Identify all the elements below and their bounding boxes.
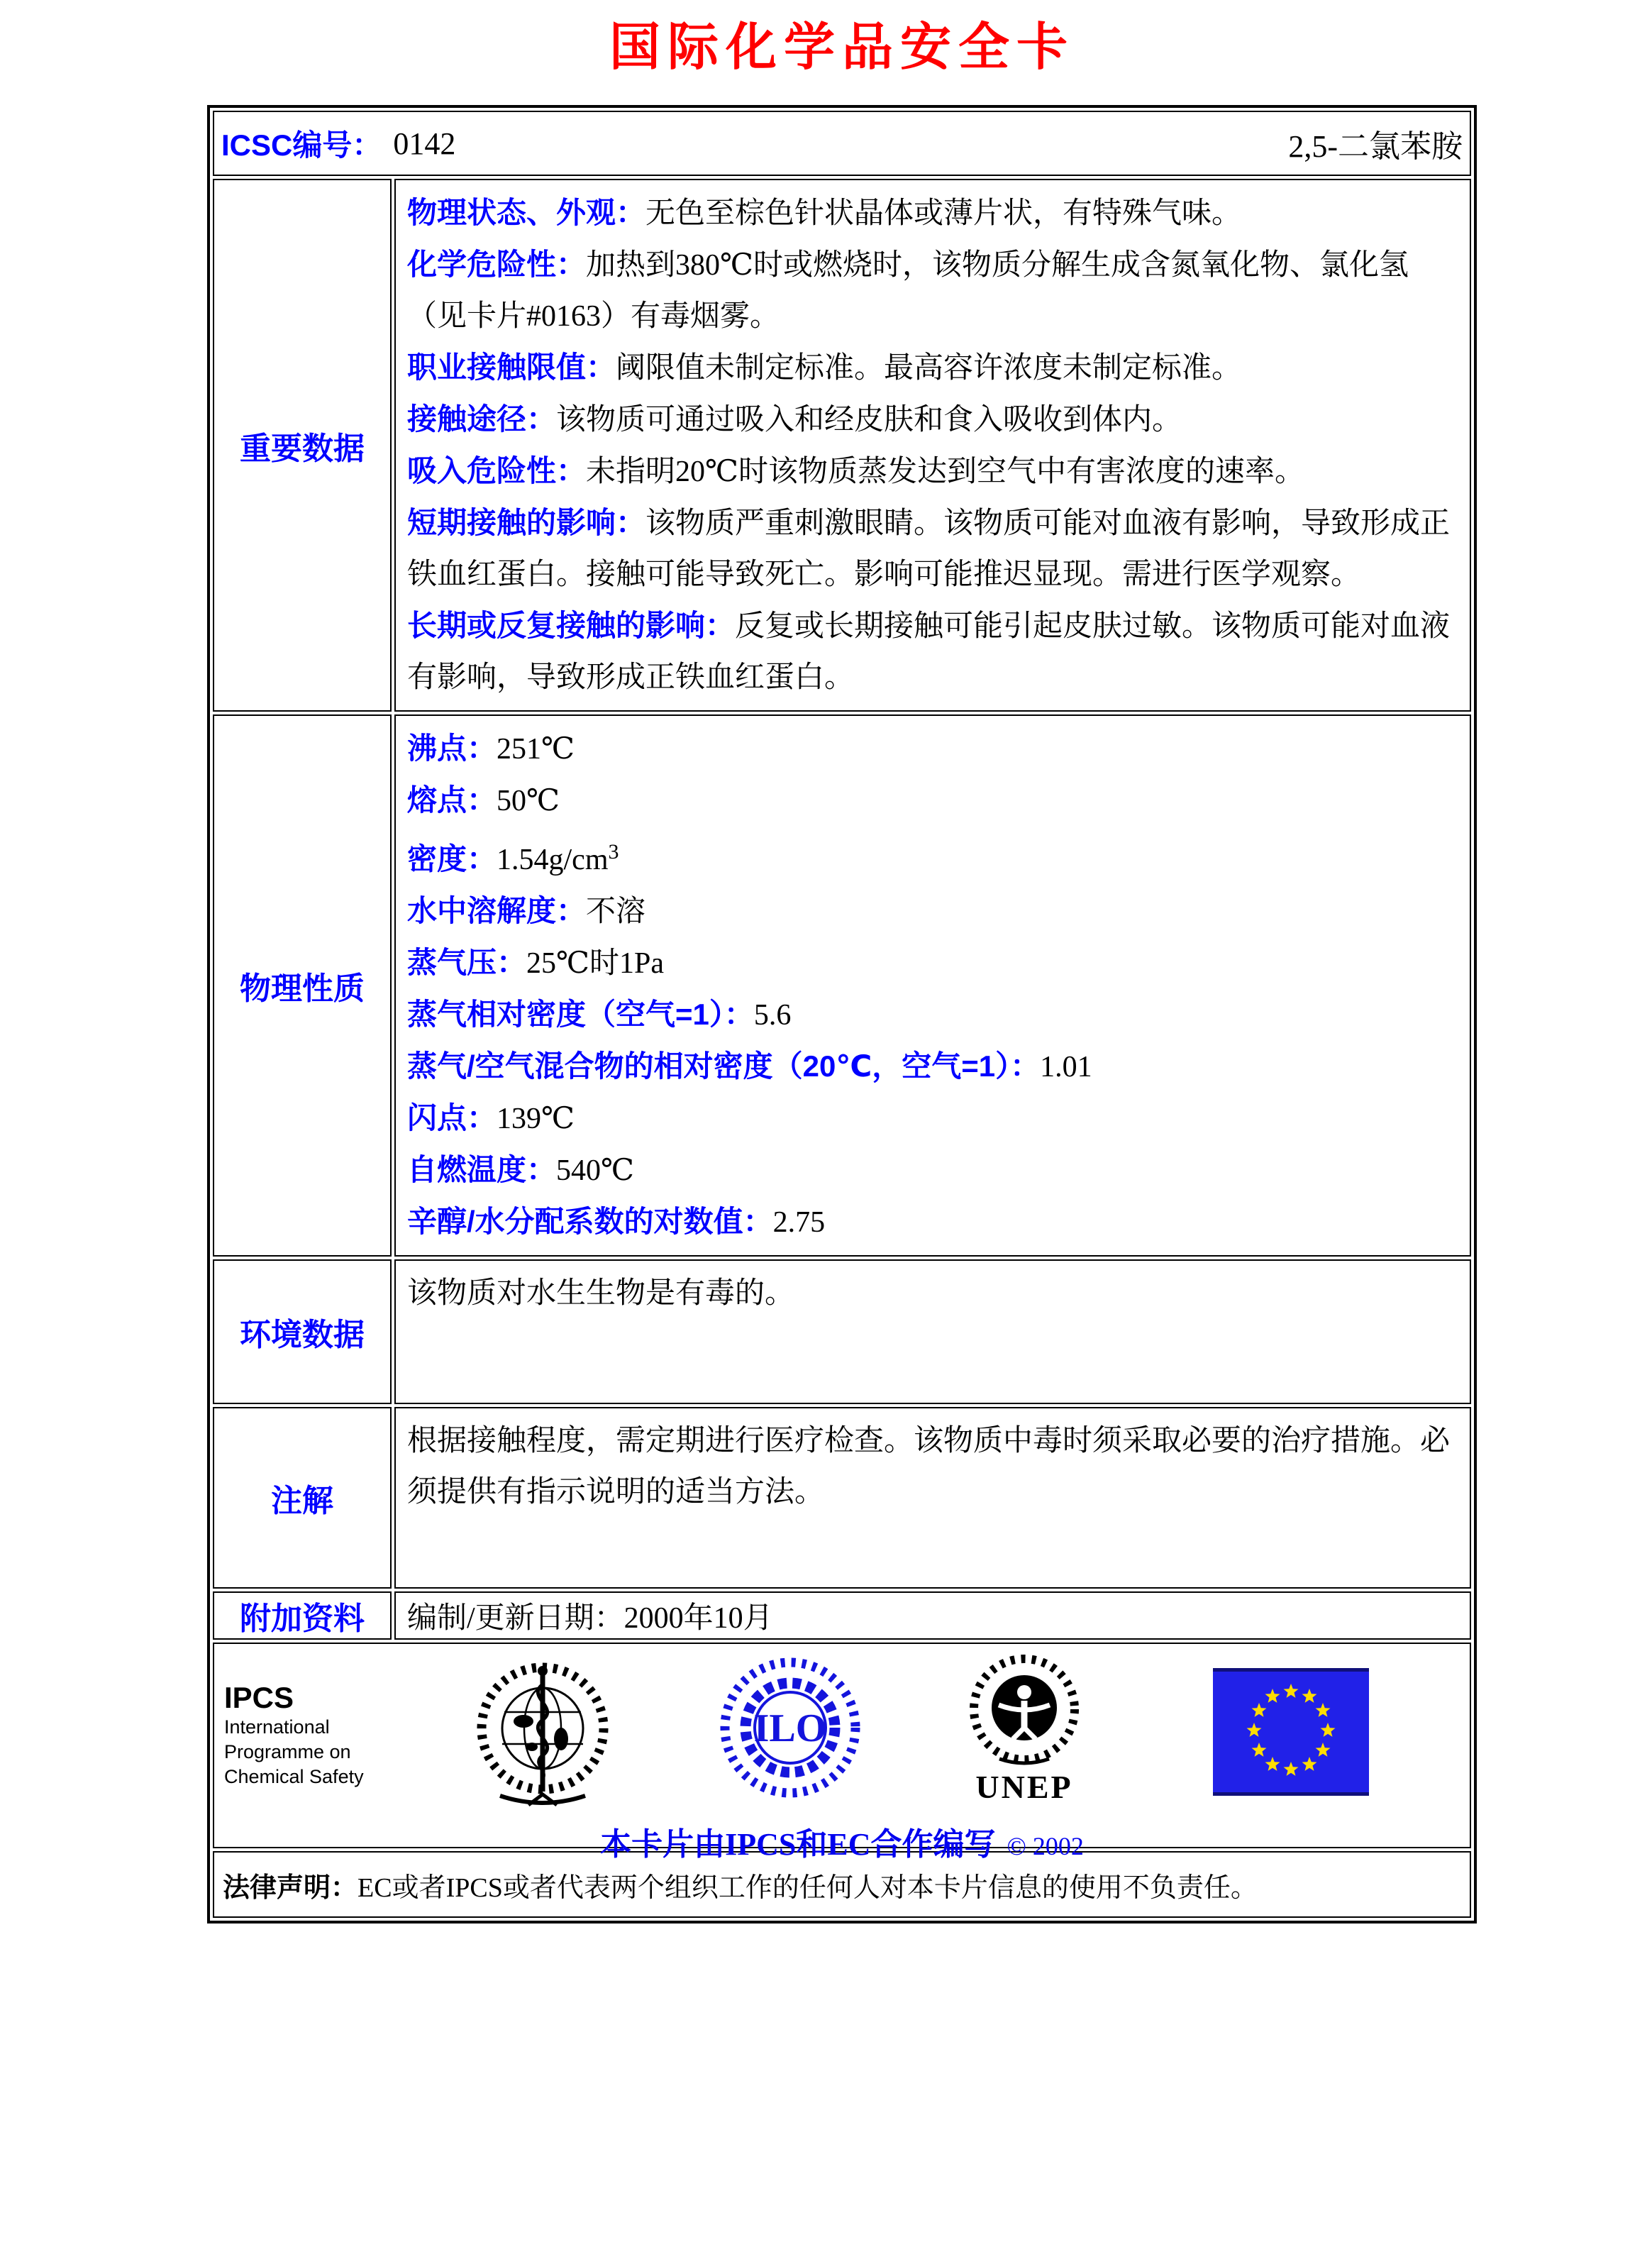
section-label-important-data: 重要数据 (213, 179, 392, 712)
section-label-physical-properties: 物理性质 (213, 714, 392, 1257)
svg-text:ILO: ILO (753, 1706, 827, 1750)
organizations-row (213, 1643, 1471, 1862)
header-row (213, 111, 1471, 176)
update-date-label: 编制/更新日期： (407, 1602, 624, 1635)
important-data-item: 接触途径：该物质可通过吸入和经皮肤和食入吸收到体内。 (407, 402, 1182, 436)
unep-label: UNEP (975, 1769, 1073, 1805)
icsc-number-label: ICSC编号： (221, 128, 382, 162)
property-boiling-point: 沸点：251℃ (407, 732, 575, 766)
ipcs-text-block: IPCS International Programme on Chemical Safety (224, 1681, 364, 1787)
property-vapor-air-density: 蒸气/空气混合物的相对密度（20℃，空气=1）：1.01 (407, 1049, 1092, 1083)
property-logp: 辛醇/水分配系数的对数值：2.75 (407, 1205, 826, 1239)
legal-text: EC或者IPCS或者代表两个组织工作的任何人对本卡片信息的使用不负责任。 (357, 1872, 1258, 1903)
icsc-table (207, 105, 1477, 1923)
page-title: 国际化学品安全卡 (609, 19, 1075, 76)
important-data-item: 长期或反复接触的影响：反复或长期接触可能引起皮肤过敏。该物质可能对血液有影响，导致形成正铁血红蛋白。 (407, 609, 1451, 694)
legal-label: 法律声明： (223, 1872, 358, 1903)
environmental-data-text: 该物质对水生生物是有毒的。 (407, 1277, 795, 1310)
property-vapor-density: 蒸气相对密度（空气=1）：5.6 (407, 998, 792, 1032)
important-data-item: 物理状态、外观：无色至棕色针状晶体或薄片状，有特殊气味。 (407, 196, 1242, 230)
icsc-card-page (207, 17, 1477, 1923)
physical-properties-content (394, 714, 1471, 1257)
property-melting-point: 熔点：50℃ (407, 783, 560, 817)
property-autoignition-temp: 自燃温度：540℃ (407, 1153, 634, 1187)
notes-content (394, 1407, 1471, 1589)
additional-info-content (394, 1591, 1471, 1640)
ilo-logo-icon (719, 1651, 861, 1811)
who-logo-icon (475, 1652, 610, 1812)
chemical-name: 2,5-二氯苯胺 (1288, 129, 1463, 164)
section-label-notes: 注解 (213, 1407, 392, 1589)
property-vapor-pressure: 蒸气压：25℃时1Pa (407, 946, 664, 980)
section-label-additional-info: 附加资料 (213, 1591, 392, 1640)
credit-line (214, 1818, 1470, 1864)
section-label-environmental-data: 环境数据 (213, 1259, 392, 1404)
environmental-data-content (394, 1259, 1471, 1404)
important-data-item: 化学危险性：加热到380℃时或燃烧时，该物质分解生成含氮氧化物、氯化氢（见卡片#0163）有毒烟雾。 (407, 248, 1409, 333)
important-data-content (394, 179, 1471, 712)
important-data-item: 短期接触的影响：该物质严重刺激眼睛。该物质可能对血液有影响，导致形成正铁血红蛋白。接触可能导致死亡。影响可能推迟显现。需进行医学观察。 (407, 506, 1451, 591)
credit-text: 本卡片由IPCS和EC合作编写 (600, 1827, 996, 1862)
update-date-value: 2000年10月 (623, 1602, 773, 1635)
important-data-item: 吸入危险性：未指明20℃时该物质蒸发达到空气中有害浓度的速率。 (407, 454, 1305, 488)
icsc-number-value: 0142 (393, 126, 456, 161)
property-density: 密度：$1.54g/cm^3$ (407, 840, 619, 876)
unep-logo-icon (968, 1654, 1081, 1806)
ipcs-name: IPCS (224, 1681, 294, 1714)
property-flash-point: 闪点：139℃ (407, 1101, 575, 1135)
eu-flag-icon (1213, 1668, 1369, 1799)
property-water-solubility: 水中溶解度：不溶 (407, 894, 646, 928)
copyright-text: © 2002 (1007, 1832, 1084, 1860)
notes-text: 根据接触程度，需定期进行医疗检查。该物质中毒时须采取必要的治疗措施。必须提供有指示说明的适当方法。 (407, 1425, 1451, 1508)
important-data-item: 职业接触限值：阈限值未制定标准。最高容许浓度未制定标准。 (407, 351, 1242, 385)
